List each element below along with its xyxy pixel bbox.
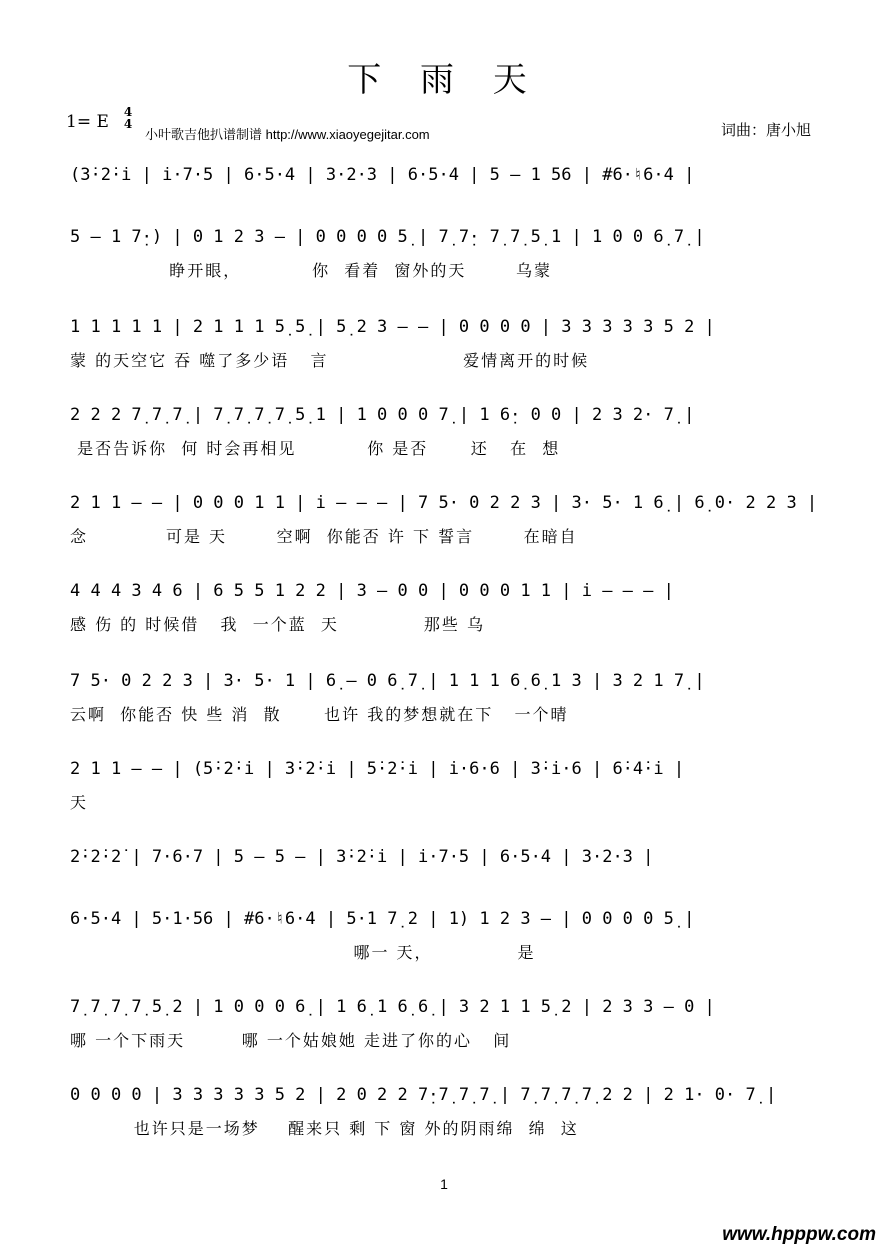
- transcriber-credit: 小叶歌吉他扒谱制谱 http://www.xiaoyegejitar.com: [145, 127, 430, 142]
- notation-row: 2 2 2 7̣ 7̣ 7̣ | 7̣ 7̣ 7̣ 7̣ 5̣ 1 | 1 0 0 0 7̣ | 1 6̣· 0 0 | 2 3 2· 7̣ |: [70, 405, 695, 425]
- score-line: [70, 754, 830, 818]
- page-number: 1: [440, 1176, 448, 1192]
- notation-row: 2̇·2̇·2̇ | 7·6·7 | 5 – 5 – | 3̇·2̇·i | i·7·5 | 6·5·4 | 3·2·3 |: [70, 847, 654, 867]
- lyrics-row: 是否告诉你 何 时会再相见 你 是否 还 在 想: [70, 439, 561, 458]
- notation-row: 7̣ 7̣ 7̣ 7̣ 5̣ 2 | 1 0 0 0 6̣ | 1 6̣ 1 6̣ 6̣ | 3 2 1 1 5̣ 2 | 2 3 3 – 0 |: [70, 997, 715, 1017]
- time-signature-top: 4: [123, 105, 133, 119]
- score-line: [70, 1080, 830, 1144]
- lyrics-row: [70, 878, 830, 904]
- score-line: [70, 312, 830, 376]
- score-line: [70, 222, 830, 286]
- lyrics-row: 也许只是一场梦 醒来只 剩 下 窗 外的阴雨绵 绵 这: [70, 1119, 579, 1138]
- score-line: [70, 576, 830, 640]
- website-watermark: www.hpppw.com: [722, 1224, 876, 1245]
- notation-row: 2 1 1 – – | 0 0 0 1 1 | i – – – | 7 5· 0 2 2 3 | 3· 5· 1 6̣ | 6̣ 0· 2 2 3 |: [70, 493, 818, 513]
- notation-row: 4 4 4 3 4 6 | 6 5 5 1 2 2 | 3 – 0 0 | 0 0 0 1 1 | i – – – |: [70, 581, 674, 601]
- score-line: [70, 904, 830, 968]
- lyrics-row: 哪一 天， 是: [70, 943, 536, 962]
- key-signature: 1= E: [66, 112, 109, 132]
- score-line: [70, 488, 830, 552]
- notation-row: 7 5· 0 2 2 3 | 3· 5· 1 | 6̣ – 0 6̣ 7̣ | 1 1 1 6̣ 6̣ 1 3 | 3 2 1 7̣ |: [70, 671, 705, 691]
- score-line: [70, 842, 830, 906]
- lyrics-row: 蒙 的天空它 吞 噬了多少语 言 爱情离开的时候: [70, 351, 590, 370]
- lyrics-row: 云啊 你能否 快 些 消 散 也许 我的梦想就在下 一个晴: [70, 705, 569, 724]
- lyricist-composer: 词曲：唐小旭: [721, 122, 812, 139]
- score-line: [70, 400, 830, 464]
- score-line: [70, 992, 830, 1056]
- notation-row: 2 1 1 – – | (5̇·2̇·i | 3̇·2̇·i | 5̇·2̇·i | i·6·6 | 3̇·i·6 | 6̇·4̇·i |: [70, 759, 685, 779]
- lyrics-row: [70, 196, 830, 222]
- score-line: [70, 666, 830, 730]
- notation-row: 6·5·4 | 5·1·56 | #6·♮6·4 | 5·1 7̣ 2 | 1) 1 2 3 – | 0 0 0 0 5̣ |: [70, 909, 695, 929]
- notation-row: 5 – 1 7̣·) | 0 1 2 3 – | 0 0 0 0 5̣ | 7̣ 7̣· 7̣ 7̣ 5̣ 1 | 1 0 0 6̣ 7̣ |: [70, 227, 705, 247]
- score-line: [70, 160, 830, 224]
- notation-row: (3̇·2̇·i | i·7·5 | 6·5·4 | 3·2·3 | 6·5·4 | 5 – 1 56 | #6·♮6·4 |: [70, 165, 695, 185]
- lyrics-row: 感 伤 的 时候借 我 一个蓝 天 那些 乌: [70, 615, 485, 634]
- notation-row: 1 1 1 1 1 | 2 1 1 1 5̣ 5̣ | 5̣ 2 3 – – | 0 0 0 0 | 3 3 3 3 3 5 2 |: [70, 317, 715, 337]
- time-signature-bottom: 4: [123, 117, 133, 131]
- time-signature: [121, 106, 135, 130]
- lyrics-row: 念 可是 天 空啊 你能否 许 下 誓言 在暗自: [70, 527, 578, 546]
- song-title: 下 雨 天: [347, 60, 541, 100]
- lyrics-row: 天: [70, 793, 89, 812]
- lyrics-row: 睁开眼， 你 看着 窗外的天 乌蒙: [70, 261, 553, 280]
- lyrics-row: 哪 一个下雨天 哪 一个姑娘她 走进了你的心 间: [70, 1031, 512, 1050]
- notation-row: 0 0 0 0 | 3 3 3 3 3 5 2 | 2 0 2 2 7̣·7̣ 7̣ 7̣ | 7̣ 7̣ 7̣ 7̣ 2 2 | 2 1· 0· 7̣ |: [70, 1085, 777, 1105]
